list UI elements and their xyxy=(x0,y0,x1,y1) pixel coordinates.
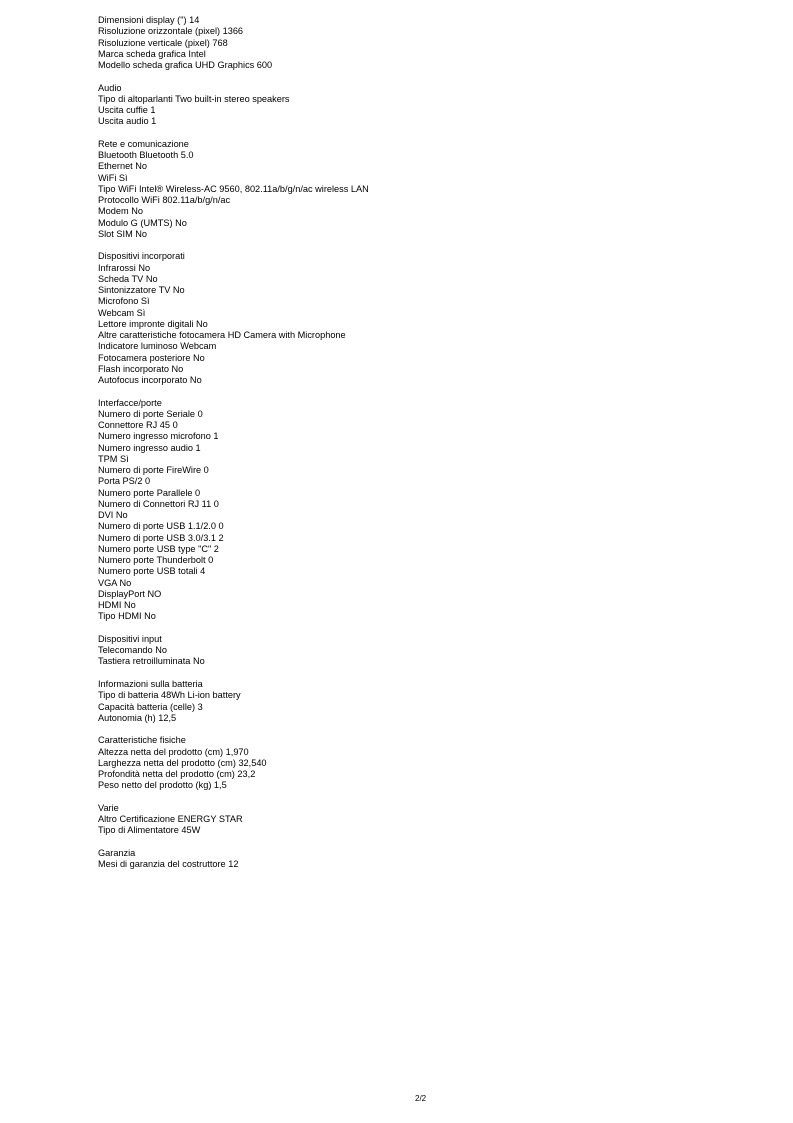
section-title: Rete e comunicazione xyxy=(98,138,189,149)
spec-line: VGA No xyxy=(98,577,132,588)
spec-line: Webcam Sì xyxy=(98,307,146,318)
spec-line: Fotocamera posteriore No xyxy=(98,352,205,363)
spec-line: WiFi Sì xyxy=(98,172,128,183)
spec-line: Numero di Connettori RJ 11 0 xyxy=(98,498,219,509)
spec-line: Altezza netta del prodotto (cm) 1,970 xyxy=(98,746,249,757)
spec-line: Uscita audio 1 xyxy=(98,116,157,127)
spec-line: Lettore impronte digitali No xyxy=(98,318,208,329)
spec-line: Numero di porte USB 3.0/3.1 2 xyxy=(98,532,224,543)
spec-line: Autofocus incorporato No xyxy=(98,375,202,386)
spec-line: Altre caratteristiche fotocamera HD Camera with Microphone xyxy=(98,330,346,341)
spec-line: Autonomia (h) 12,5 xyxy=(98,712,177,723)
spec-line: Numero porte Parallele 0 xyxy=(98,487,201,498)
spec-line: Modem No xyxy=(98,206,143,217)
spec-line: Telecomando No xyxy=(98,645,167,656)
spec-line: Altro Certificazione ENERGY STAR xyxy=(98,814,243,825)
spec-section xyxy=(98,679,758,724)
spec-line: Infrarossi No xyxy=(98,262,151,273)
spec-line: Tipo di altoparlanti Two built-in stereo speakers xyxy=(98,93,290,104)
spec-line: Porta PS/2 0 xyxy=(98,476,151,487)
spec-line: Numero porte USB type "C" 2 xyxy=(98,543,219,554)
spec-section xyxy=(98,398,758,623)
spec-line: TPM Sì xyxy=(98,453,129,464)
spec-section xyxy=(98,139,758,240)
spec-line: Numero ingresso microfono 1 xyxy=(98,431,219,442)
spec-line: Uscita cuffie 1 xyxy=(98,105,156,116)
spec-line: Modello scheda grafica UHD Graphics 600 xyxy=(98,60,273,70)
spec-line: Sintonizzatore TV No xyxy=(98,285,185,296)
spec-line: Tipo di batteria 48Wh Li-ion battery xyxy=(98,690,241,701)
spec-section xyxy=(98,15,758,71)
spec-line: Risoluzione orizzontale (pixel) 1366 xyxy=(98,26,244,37)
spec-line: Tastiera retroilluminata No xyxy=(98,656,205,667)
spec-document xyxy=(98,15,758,882)
spec-section xyxy=(98,83,758,128)
spec-line: Larghezza netta del prodotto (cm) 32,540 xyxy=(98,757,267,768)
spec-section xyxy=(98,735,758,791)
spec-section xyxy=(98,634,758,668)
spec-line: Scheda TV No xyxy=(98,273,158,284)
spec-line: Dimensioni display (") 14 xyxy=(98,15,200,25)
spec-line: Marca scheda grafica Intel xyxy=(98,48,206,59)
spec-line: Flash incorporato No xyxy=(98,363,184,374)
spec-line: Profondità netta del prodotto (cm) 23,2 xyxy=(98,769,256,780)
spec-line: Microfono Sì xyxy=(98,296,150,307)
section-title: Dispositivi incorporati xyxy=(98,251,185,262)
spec-line: HDMI No xyxy=(98,600,136,611)
spec-section xyxy=(98,848,758,871)
section-title: Varie xyxy=(98,802,119,813)
spec-line: Numero porte Thunderbolt 0 xyxy=(98,555,214,566)
spec-line: Tipo WiFi Intel® Wireless-AC 9560, 802.11a/b/g/n/ac wireless LAN xyxy=(98,183,369,194)
spec-line: Numero di porte FireWire 0 xyxy=(98,465,209,476)
spec-section xyxy=(98,803,758,837)
spec-line: DVI No xyxy=(98,510,128,521)
spec-line: Connettore RJ 45 0 xyxy=(98,420,178,431)
section-title: Interfacce/porte xyxy=(98,397,162,408)
spec-line: Peso netto del prodotto (kg) 1,5 xyxy=(98,780,227,791)
spec-line: Indicatore luminoso Webcam xyxy=(98,341,217,352)
spec-line: Numero di porte USB 1.1/2.0 0 xyxy=(98,521,224,532)
spec-line: Bluetooth Bluetooth 5.0 xyxy=(98,150,194,161)
spec-line: Mesi di garanzia del costruttore 12 xyxy=(98,859,239,870)
page-number: 2/2 xyxy=(415,1094,427,1103)
spec-line: Tipo di Alimentatore 45W xyxy=(98,825,201,836)
section-title: Audio xyxy=(98,82,122,93)
spec-line: Capacità batteria (celle) 3 xyxy=(98,701,203,712)
spec-line: Protocollo WiFi 802.11a/b/g/n/ac xyxy=(98,195,231,206)
section-title: Dispositivi input xyxy=(98,633,162,644)
spec-line: Numero di porte Seriale 0 xyxy=(98,408,203,419)
spec-line: DisplayPort NO xyxy=(98,588,162,599)
spec-line: Modulo G (UMTS) No xyxy=(98,217,187,228)
section-title: Garanzia xyxy=(98,847,136,858)
section-title: Caratteristiche fisiche xyxy=(98,735,186,746)
section-title: Informazioni sulla batteria xyxy=(98,679,203,690)
spec-line: Numero ingresso audio 1 xyxy=(98,442,201,453)
spec-section xyxy=(98,251,758,386)
spec-line: Risoluzione verticale (pixel) 768 xyxy=(98,37,228,48)
spec-line: Numero porte USB totali 4 xyxy=(98,566,206,577)
spec-line: Ethernet No xyxy=(98,161,148,172)
spec-line: Slot SIM No xyxy=(98,228,148,239)
spec-line: Tipo HDMI No xyxy=(98,611,156,622)
